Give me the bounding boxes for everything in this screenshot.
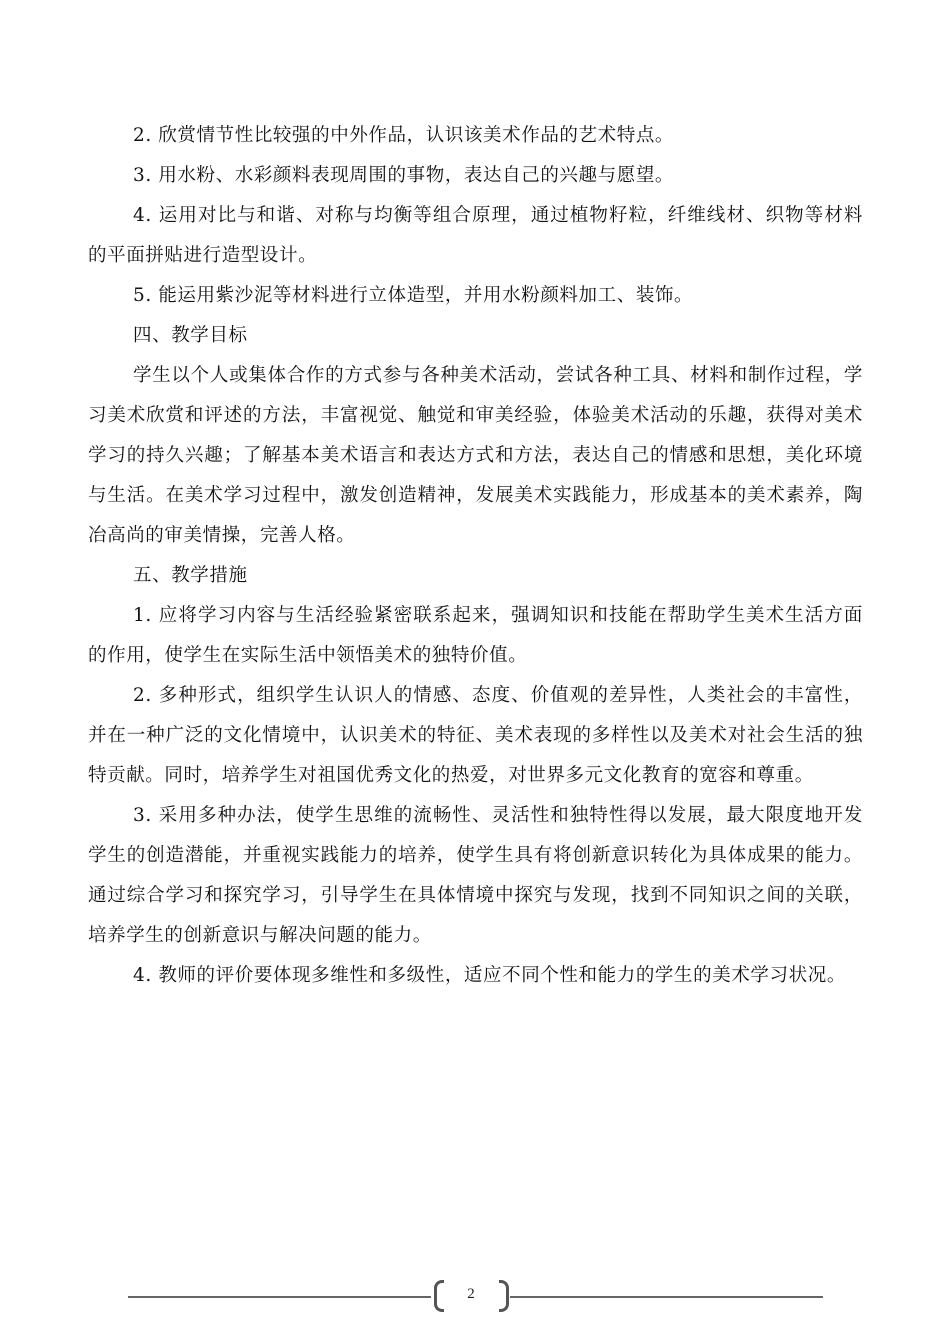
list-item-2: 2. 欣赏情节性比较强的中外作品，认识该美术作品的艺术特点。: [133, 125, 675, 146]
page-footer: [128, 1280, 823, 1316]
list-item-4: 4. 运用对比与和谐、对称与均衡等组合原理，通过植物籽粒，纤维线材、织物等材料的平面拼贴进行造型设计。: [88, 205, 863, 266]
measure-item-2: 2. 多种形式，组织学生认识人的情感、态度、价值观的差异性，人类社会的丰富性，并在一种广泛的文化情境中，认识美术的特征、美术表现的多样性以及美术对社会生活的独特贡献。同时，培养学生对祖国优秀文化的热爱，对世界多元文化教育的宽容和尊重。: [88, 685, 863, 786]
page-number: 2: [467, 1286, 475, 1302]
section-heading-teaching-measures: 五、教学措施: [133, 565, 248, 586]
teaching-goals-paragraph: 学生以个人或集体合作的方式参与各种美术活动，尝试各种工具、材料和制作过程，学习美术欣赏和评述的方法，丰富视觉、触觉和审美经验，体验美术活动的乐趣，获得对美术学习的持久兴趣；了解基本美术语言和表达方式和方法，表达自己的情感和思想，美化环境与生活。在美术学习过程中，激发创造精神，发展美术实践能力，形成基本的美术素养，陶冶高尚的审美情操，完善人格。: [88, 365, 863, 546]
footer-bracket-right: [499, 1280, 509, 1312]
footer-rule-right: [510, 1296, 823, 1298]
list-item-5: 5. 能运用紫沙泥等材料进行立体造型，并用水粉颜料加工、装饰。: [133, 285, 694, 306]
footer-bracket-left: [434, 1280, 444, 1312]
measure-item-1: 1. 应将学习内容与生活经验紧密联系起来，强调知识和技能在帮助学生美术生活方面的作用，使学生在实际生活中领悟美术的独特价值。: [88, 605, 863, 666]
measure-item-4: 4. 教师的评价要体现多维性和多级性，适应不同个性和能力的学生的美术学习状况。: [133, 965, 846, 986]
measure-item-3: 3. 采用多种办法，使学生思维的流畅性、灵活性和独特性得以发展，最大限度地开发学生的创造潜能，并重视实践能力的培养，使学生具有将创新意识转化为具体成果的能力。通过综合学习和探究学习，引导学生在具体情境中探究与发现，找到不同知识之间的关联，培养学生的创新意识与解决问题的能力。: [88, 805, 863, 946]
document-body: [88, 116, 863, 996]
list-item-3: 3. 用水粉、水彩颜料表现周围的事物，表达自己的兴趣与愿望。: [133, 165, 675, 186]
footer-rule-left: [128, 1296, 431, 1298]
section-heading-teaching-goals: 四、教学目标: [133, 325, 248, 346]
